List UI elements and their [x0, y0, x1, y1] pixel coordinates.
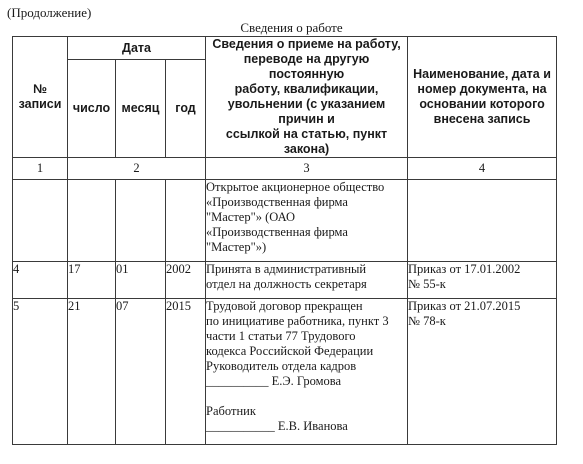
record-document: Приказ от 21.07.2015 № 78-к — [408, 299, 557, 445]
record-month: 07 — [116, 299, 166, 445]
table-row — [13, 262, 557, 299]
column-number: 4 — [408, 158, 557, 180]
header-employment-info: Сведения о приеме на работу, переводе на другую постоянную работу, квалификации, увольнении (с указанием причин и ссылкой на статью, пункт закона) — [206, 37, 408, 158]
continuation-label: (Продолжение) — [7, 5, 92, 20]
record-document: Приказ от 17.01.2002 № 55-к — [408, 262, 557, 299]
header-day: число — [68, 60, 116, 158]
work-record-table — [12, 36, 557, 445]
record-info: Открытое акционерное общество «Производственная фирма "Мастер"» (ОАО «Производственная фирма "Мастер"») — [206, 180, 408, 262]
record-year: 2002 — [166, 262, 206, 299]
record-day: 17 — [68, 262, 116, 299]
record-day — [68, 180, 116, 262]
record-year — [166, 180, 206, 262]
header-document: Наименование, дата и номер документа, на основании которого внесена запись — [408, 37, 557, 158]
record-day: 21 — [68, 299, 116, 445]
table-caption: Сведения о работе — [240, 20, 343, 35]
record-year: 2015 — [166, 299, 206, 445]
record-number: 4 — [13, 262, 68, 299]
column-number: 1 — [13, 158, 68, 180]
hr-signature-line: __________ Е.Э. Громова — [206, 374, 342, 388]
header-record-no: № записи — [13, 37, 68, 158]
record-info: Трудовой договор прекращен по инициативе работника, пункт 3 части 1 статьи 77 Трудового кодекса Российской Федерации Руководитель отдела кадров __________ Е.Э. Громова Работник ___________ Е.В. Иванова — [206, 299, 408, 445]
record-document — [408, 180, 557, 262]
header-month: месяц — [116, 60, 166, 158]
table-row — [13, 299, 557, 445]
record-number — [13, 180, 68, 262]
employee-signature-line: ___________ Е.В. Иванова — [206, 419, 348, 433]
header-date: Дата — [68, 37, 206, 60]
column-number: 3 — [206, 158, 408, 180]
table-row — [13, 180, 557, 262]
record-number: 5 — [13, 299, 68, 445]
record-info: Принята в административный отдел на должность секретаря — [206, 262, 408, 299]
record-month — [116, 180, 166, 262]
header-year: год — [166, 60, 206, 158]
record-month: 01 — [116, 262, 166, 299]
column-number: 2 — [68, 158, 206, 180]
